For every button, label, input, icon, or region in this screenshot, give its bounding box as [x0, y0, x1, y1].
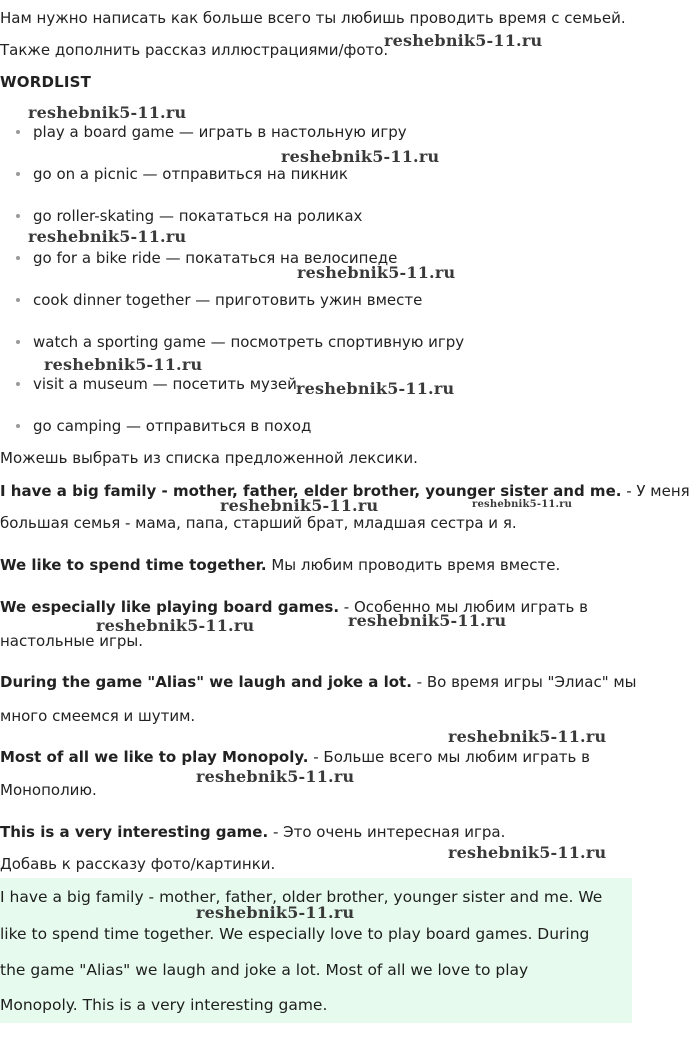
sentence-6-line-1 — [0, 822, 505, 842]
sentence-ru: - Больше всего мы любим играть в — [308, 748, 590, 766]
watermark: reshebnik5-11.ru — [348, 611, 507, 630]
watermark: reshebnik5-11.ru — [196, 767, 355, 786]
story-line: like to spend time together. We especially love to play board games. During — [0, 925, 590, 943]
watermark: reshebnik5-11.ru — [448, 843, 607, 862]
sentence-ru: - У меня — [621, 482, 690, 500]
bullet-icon — [16, 340, 20, 344]
photo-hint: Добавь к рассказу фото/картинки. — [0, 855, 276, 873]
task-line-2: Также дополнить рассказ иллюстрациями/фото. — [0, 41, 389, 59]
sentence-ru: - Это очень интересная игра. — [268, 823, 506, 841]
list-item-text: go roller-skating — покататься на роликах — [33, 207, 363, 225]
watermark: reshebnik5-11.ru — [196, 903, 355, 922]
bullet-icon — [16, 382, 20, 386]
sentence-4-line-1 — [0, 672, 637, 692]
sentence-en: We especially like playing board games. — [0, 598, 340, 616]
list-item-text: watch a sporting game — посмотреть спортивную игру — [33, 333, 465, 351]
sentence-2-line-1 — [0, 555, 560, 575]
sentence-4-line-2: много смеемся и шутим. — [0, 707, 196, 725]
bullet-icon — [16, 130, 20, 134]
wordlist-title: WORDLIST — [0, 73, 92, 91]
watermark: reshebnik5-11.ru — [296, 379, 455, 398]
watermark: reshebnik5-11.ru — [220, 496, 379, 515]
hint-text: Можешь выбрать из списка предложенной лексики. — [0, 449, 418, 467]
bullet-icon — [16, 424, 20, 428]
list-item-text: cook dinner together — приготовить ужин вместе — [33, 291, 423, 309]
list-item-text: go for a bike ride — покататься на велосипеде — [33, 249, 398, 267]
story-line: I have a big family - mother, father, older brother, younger sister and me. We — [0, 888, 603, 906]
sentence-5-line-2: Монополию. — [0, 781, 97, 799]
sentence-ru: - Во время игры "Элиас" мы — [411, 673, 637, 691]
sentence-en: During the game "Alias" we laugh and joke a lot. — [0, 673, 412, 691]
sentence-en: Most of all we like to play Monopoly. — [0, 748, 309, 766]
sentence-5-line-1 — [0, 747, 590, 767]
list-item-text: go camping — отправиться в поход — [33, 417, 312, 435]
watermark: reshebnik5-11.ru — [384, 31, 543, 50]
story-line: Monopoly. This is a very interesting game. — [0, 996, 328, 1014]
list-item-text: go on a picnic — отправиться на пикник — [33, 165, 348, 183]
bullet-icon — [16, 214, 20, 218]
watermark: reshebnik5-11.ru — [28, 103, 187, 122]
sentence-en: I have a big family - mother, father, elder brother, younger sister and me. — [0, 482, 622, 500]
watermark: reshebnik5-11.ru — [28, 227, 187, 246]
sentence-3-line-2: настольные игры. — [0, 632, 143, 650]
task-line-1: Нам нужно написать как больше всего ты любишь проводить время с семьей. — [0, 9, 626, 27]
watermark: reshebnik5-11.ru — [44, 355, 203, 374]
watermark: reshebnik5-11.ru — [96, 616, 255, 635]
story-line: the game "Alias" we laugh and joke a lot. Most of all we love to play — [0, 961, 529, 979]
bullet-icon — [16, 298, 20, 302]
watermark: reshebnik5-11.ru — [297, 263, 456, 282]
sentence-1-line-2: большая семья - мама, папа, старший брат, младшая сестра и я. — [0, 514, 517, 532]
bullet-icon — [16, 172, 20, 176]
story-box — [0, 878, 632, 1023]
sentence-en: This is a very interesting game. — [0, 823, 269, 841]
bullet-icon — [16, 256, 20, 260]
sentence-ru: - Особенно мы любим играть в — [339, 598, 589, 616]
list-item-text: play a board game — играть в настольную игру — [33, 123, 407, 141]
watermark: reshebnik5-11.ru — [281, 147, 440, 166]
watermark: reshebnik5-11.ru — [448, 727, 607, 746]
sentence-en: We like to spend time together. — [0, 556, 267, 574]
sentence-ru: Мы любим проводить время вместе. — [266, 556, 561, 574]
watermark: reshebnik5-11.ru — [472, 499, 573, 510]
list-item-text: visit a museum — посетить музей — [33, 375, 297, 393]
